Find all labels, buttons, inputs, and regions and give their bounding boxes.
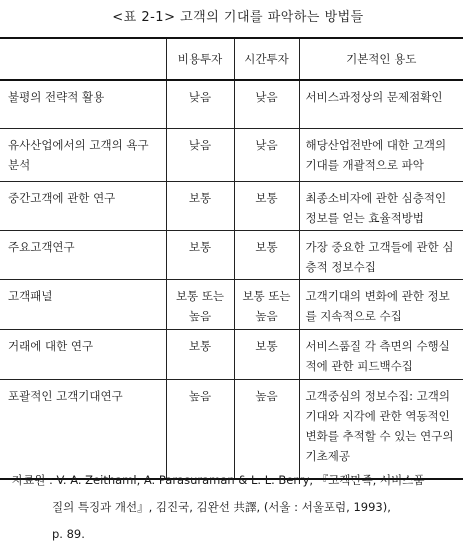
cost-cell: 보통 xyxy=(166,230,234,279)
method-cell: 중간고객에 관한 연구 xyxy=(0,181,166,230)
source-citation xyxy=(12,467,468,548)
use-cell: 가장 중요한 고객들에 관한 심층적 정보수집 xyxy=(299,230,463,279)
method-cell: 주요고객연구 xyxy=(0,230,166,279)
table-row xyxy=(0,379,463,479)
method-cell: 불평의 전략적 활용 xyxy=(0,80,166,128)
time-cell: 보통 xyxy=(234,329,299,379)
header-cost: 비용투자 xyxy=(166,38,234,80)
table-header-row xyxy=(0,38,463,80)
cost-cell: 낮음 xyxy=(166,128,234,181)
use-cell: 고객중심의 정보수집: 고객의 기대와 지각에 관한 역동적인 변화를 추적할 수 있는 연구의 기초제공 xyxy=(299,379,463,479)
header-method xyxy=(0,38,166,80)
table-caption: <표 2-1> 고객의 기대를 파악하는 방법들 xyxy=(112,10,364,25)
header-use: 기본적인 용도 xyxy=(299,38,463,80)
use-cell: 서비스품질 각 측면의 수행실적에 관한 피드백수집 xyxy=(299,329,463,379)
header-time: 시간투자 xyxy=(234,38,299,80)
table-row xyxy=(0,230,463,279)
use-cell: 고객기대의 변화에 관한 정보를 지속적으로 수집 xyxy=(299,279,463,329)
table-row xyxy=(0,181,463,230)
time-cell: 보통 xyxy=(234,230,299,279)
time-cell: 높음 xyxy=(234,379,299,479)
method-cell: 고객패널 xyxy=(0,279,166,329)
source-line: 자료원 : V. A. Zeithaml, A. Parasuraman & L. L. Berry, 『고객만족, 서비스품 xyxy=(12,473,425,487)
use-cell: 최종소비자에 관한 심층적인 정보를 얻는 효율적방법 xyxy=(299,181,463,230)
use-cell: 해당산업전반에 대한 고객의 기대를 개괄적으로 파악 xyxy=(299,128,463,181)
method-cell: 거래에 대한 연구 xyxy=(0,329,166,379)
cost-cell: 보통 xyxy=(166,181,234,230)
cost-cell: 보통 xyxy=(166,329,234,379)
methods-table xyxy=(0,37,463,480)
time-cell: 낮음 xyxy=(234,80,299,128)
use-cell: 서비스과정상의 문제점확인 xyxy=(299,80,463,128)
table-row xyxy=(0,128,463,181)
time-cell: 보통 또는 높음 xyxy=(234,279,299,329)
source-line: 질의 특징과 개선』, 김진국, 김완선 共譯, (서울 : 서울포럼, 1993), xyxy=(52,500,391,514)
cost-cell: 높음 xyxy=(166,379,234,479)
table-row xyxy=(0,329,463,379)
cost-cell: 보통 또는 높음 xyxy=(166,279,234,329)
method-cell: 포괄적인 고객기대연구 xyxy=(0,379,166,479)
table-row xyxy=(0,80,463,128)
cost-cell: 낮음 xyxy=(166,80,234,128)
method-cell: 유사산업에서의 고객의 욕구 분석 xyxy=(0,128,166,181)
table-row xyxy=(0,279,463,329)
source-line: p. 89. xyxy=(52,527,85,541)
time-cell: 낮음 xyxy=(234,128,299,181)
time-cell: 보통 xyxy=(234,181,299,230)
